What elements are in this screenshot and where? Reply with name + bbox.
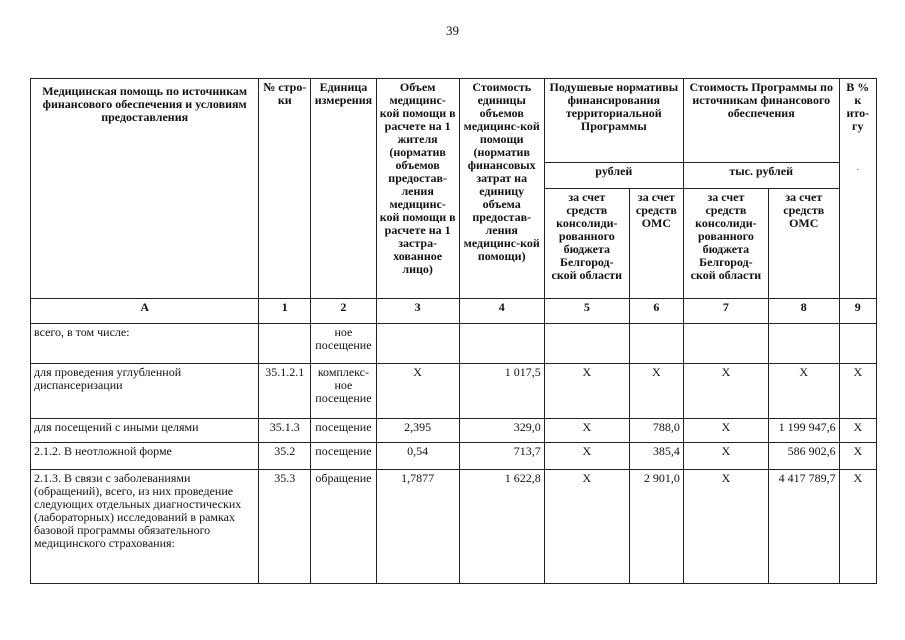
row-desc: для проведения углубленной диспансеризации	[31, 364, 259, 419]
row-v9: X	[839, 443, 876, 470]
row-v9: X	[839, 470, 876, 584]
header-col-2: Единица измерения	[311, 79, 376, 299]
row-line: 35.2	[259, 443, 311, 470]
row-v3: 1,7877	[376, 470, 459, 584]
row-v4: 1 017,5	[459, 364, 544, 419]
row-v6: 788,0	[629, 419, 683, 443]
row-unit: ное посещение	[311, 324, 376, 364]
row-v3: X	[376, 364, 459, 419]
num-1: 1	[259, 299, 311, 324]
row-v5: X	[544, 443, 629, 470]
header-col-9	[839, 79, 876, 299]
row-v8	[768, 324, 839, 364]
table-row	[31, 470, 877, 584]
row-v5	[544, 324, 629, 364]
header-group-cost: Стоимость Программы по источникам финансового обеспечения	[683, 79, 839, 163]
row-line: 35.1.3	[259, 419, 311, 443]
row-unit: посещение	[311, 419, 376, 443]
row-unit: обращение	[311, 470, 376, 584]
header-col-4: Стоимость единицы объемов медицинс-кой помощи (норматив финансовых затрат на единицу объема предостав-ления медицинс-кой помощи)	[459, 79, 544, 299]
page-number: 39	[446, 23, 459, 38]
row-line	[259, 324, 311, 364]
numbering-row	[31, 299, 877, 324]
header-col-5: за счет средств консолиди-рованного бюджета Белгород-ской области	[544, 189, 629, 299]
row-v7: X	[683, 364, 768, 419]
header-col-a: Медицинская помощь по источникам финансового обеспечения и условиям предоставления	[31, 79, 259, 299]
header-unit-thousand: тыс. рублей	[683, 163, 839, 189]
row-v9: X	[839, 364, 876, 419]
header-col-9-label: В % к ито-гу	[846, 80, 870, 133]
row-v5: X	[544, 419, 629, 443]
row-v3	[376, 324, 459, 364]
row-v4	[459, 324, 544, 364]
row-desc: для посещений с иными целями	[31, 419, 259, 443]
row-v9	[839, 324, 876, 364]
header-col-3: Объем медицинс-кой помощи в расчете на 1 жителя (норматив объемов предостав-ления медицинс-кой помощи в расчете на 1 застра-хованное лицо)	[376, 79, 459, 299]
row-v7: X	[683, 470, 768, 584]
header-col-6: за счет средств ОМС	[629, 189, 683, 299]
num-7: 7	[683, 299, 768, 324]
row-v6: 385,4	[629, 443, 683, 470]
row-line: 35.3	[259, 470, 311, 584]
row-unit: комплекс-ное посещение	[311, 364, 376, 419]
row-v6	[629, 324, 683, 364]
row-v3: 0,54	[376, 443, 459, 470]
num-9: 9	[839, 299, 876, 324]
financing-table	[30, 78, 877, 584]
num-8: 8	[768, 299, 839, 324]
header-group-norm: Подушевые нормативы финансирования территориальной Программы	[544, 79, 683, 163]
row-v7	[683, 324, 768, 364]
row-v8: 586 902,6	[768, 443, 839, 470]
row-v3: 2,395	[376, 419, 459, 443]
num-3: 3	[376, 299, 459, 324]
row-v6: 2 901,0	[629, 470, 683, 584]
row-v6: X	[629, 364, 683, 419]
row-desc: 2.1.3. В связи с заболеваниями (обращений), всего, из них проведение следующих отдельных диагностических (лабораторных) исследований в рамках базовой программы обязательного медицинского страхования:	[31, 470, 259, 584]
row-desc: 2.1.2. В неотложной форме	[31, 443, 259, 470]
row-v8: 4 417 789,7	[768, 470, 839, 584]
num-a: А	[31, 299, 259, 324]
table-row	[31, 324, 877, 364]
row-v5: X	[544, 470, 629, 584]
row-desc: всего, в том числе:	[31, 324, 259, 364]
header-col-9-dot: ·	[856, 165, 860, 174]
row-v8: X	[768, 364, 839, 419]
row-line: 35.1.2.1	[259, 364, 311, 419]
row-v4: 713,7	[459, 443, 544, 470]
row-v8: 1 199 947,6	[768, 419, 839, 443]
header-col-1: № стро-ки	[259, 79, 311, 299]
table-row	[31, 419, 877, 443]
num-5: 5	[544, 299, 629, 324]
row-v7: X	[683, 443, 768, 470]
num-6: 6	[629, 299, 683, 324]
row-unit: посещение	[311, 443, 376, 470]
header-col-7: за счет средств консолиди-рованного бюджета Белгород-ской области	[683, 189, 768, 299]
row-v7: X	[683, 419, 768, 443]
num-2: 2	[311, 299, 376, 324]
row-v4: 1 622,8	[459, 470, 544, 584]
table-row	[31, 443, 877, 470]
header-unit-rub: рублей	[544, 163, 683, 189]
row-v4: 329,0	[459, 419, 544, 443]
table-row	[31, 364, 877, 419]
header-col-8: за счет средств ОМС	[768, 189, 839, 299]
row-v5: X	[544, 364, 629, 419]
row-v9: X	[839, 419, 876, 443]
num-4: 4	[459, 299, 544, 324]
